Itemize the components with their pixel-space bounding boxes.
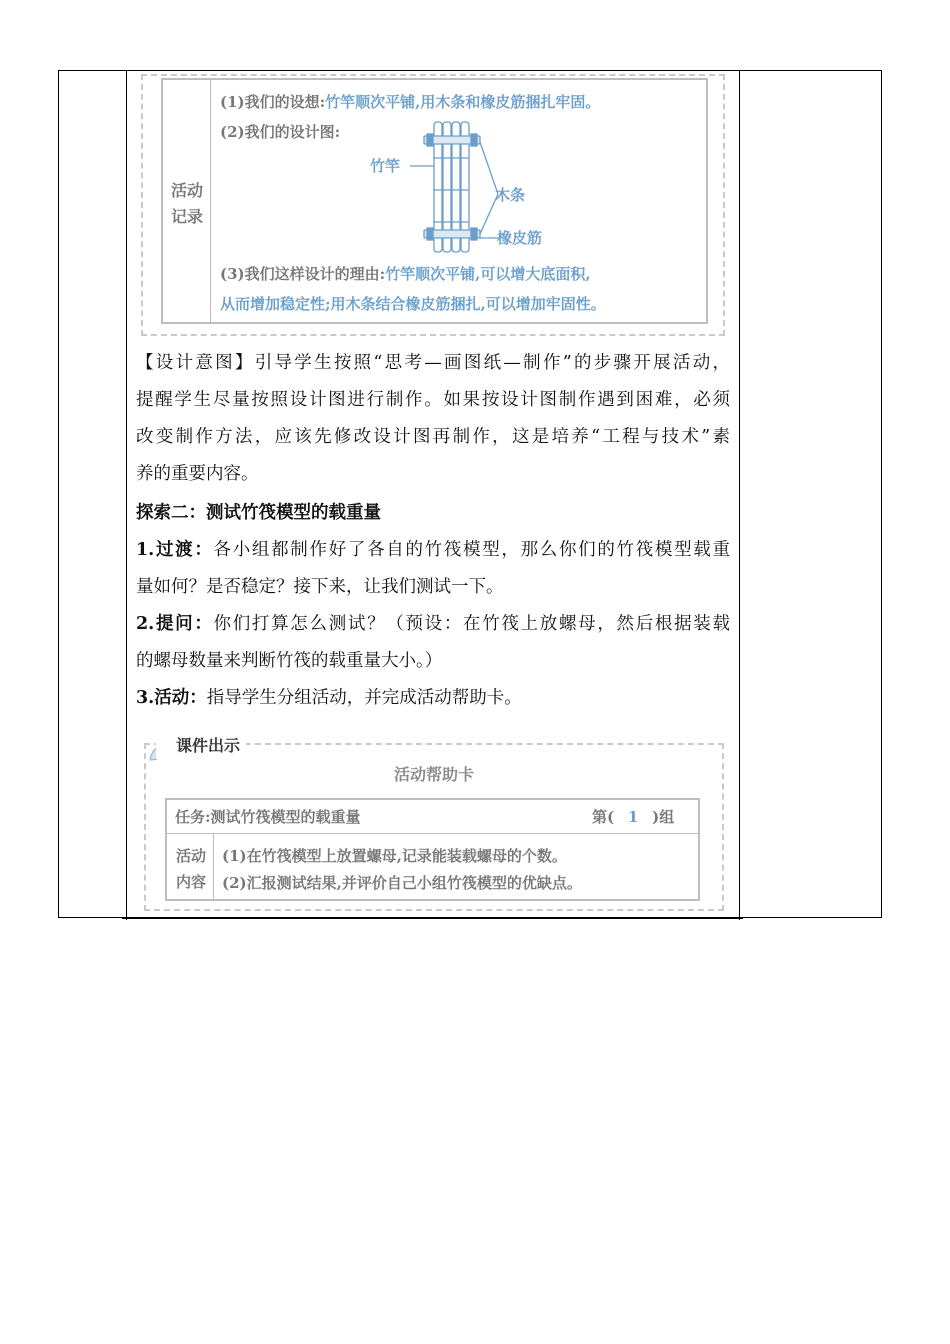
table-bottom-rule [122, 917, 743, 919]
card-table-row-divider [165, 833, 700, 834]
record-line-2: (2)我们的设计图: [220, 123, 341, 141]
record-line-4: 从而增加稳定性;用木条结合橡皮筋捆扎,可以增加牢固性。 [220, 295, 606, 313]
table-column-divider-right [739, 70, 740, 920]
label-rubber-band: 橡皮筋 [497, 229, 543, 247]
card-item-2: (2)汇报测试结果,并评价自己小组竹筏模型的优缺点。 [222, 874, 582, 892]
card-content-heading: 活动 内容 [175, 847, 206, 891]
step-2: 2.提问：你们打算怎么测试？（预设：在竹筏上放螺母，然后根据装载 [136, 614, 731, 634]
explore-two-heading: 探索二：测试竹筏模型的载重量 [136, 503, 381, 523]
rubber-band [427, 228, 433, 240]
card-table-column-divider [213, 834, 214, 900]
rubber-band [471, 228, 477, 240]
courseware-tag: 课件出示 [156, 733, 246, 759]
step-1: 1.过渡：各小组都制作好了各自的竹筏模型，那么你们的竹筏模型载重 [136, 540, 731, 560]
label-wood-strip: 木条 [495, 186, 526, 204]
step-3: 3.活动：指导学生分组活动，并完成活动帮助卡。 [136, 688, 522, 708]
activity-record-divider [210, 78, 211, 324]
design-intent-paragraph: 【设计意图】引导学生按照“思考—画图纸—制作”的步骤开展活动， 提醒学生尽量按照设计图进行制作。如果按设计图制作遇到困难，必须 改变制作方法，应该先修改设计图再制作，这是培养“工程与技术”素 养的重要内容。 [136, 353, 730, 484]
rubber-band [471, 134, 477, 146]
card-task: 任务:测试竹筏模型的载重量 [175, 808, 361, 826]
explore-two-section: 探索二：测试竹筏模型的载重量 1.过渡：各小组都制作好了各自的竹筏模型，那么你们的竹筏模型载重 量如何？是否稳定？接下来，让我们测试一下。 2.提问：你们打算怎么测试？（预设：在竹筏上放螺母，然后根据装载 的螺母数量来判断竹筏的载重量大小。） 3.活动：指导学生分组活动，并完成活动帮助卡。 [136, 495, 730, 717]
table-column-divider-left [126, 70, 127, 920]
rubber-band [427, 134, 433, 146]
card-group: 第( 1 )组 [592, 808, 675, 826]
activity-record-heading: 活动 记录 [170, 181, 203, 226]
card-item-1: (1)在竹筏模型上放置螺母,记录能装载螺母的个数。 [222, 847, 567, 865]
record-line-3: (3)我们这样设计的理由:竹竿顺次平铺,可以增大底面积, [220, 265, 591, 283]
label-bamboo: 竹竿 [370, 157, 401, 175]
card-title: 活动帮助卡 [393, 765, 474, 784]
record-line-1: (1)我们的设想:竹竿顺次平铺,用木条和橡皮筋捆扎牢固。 [220, 93, 601, 111]
